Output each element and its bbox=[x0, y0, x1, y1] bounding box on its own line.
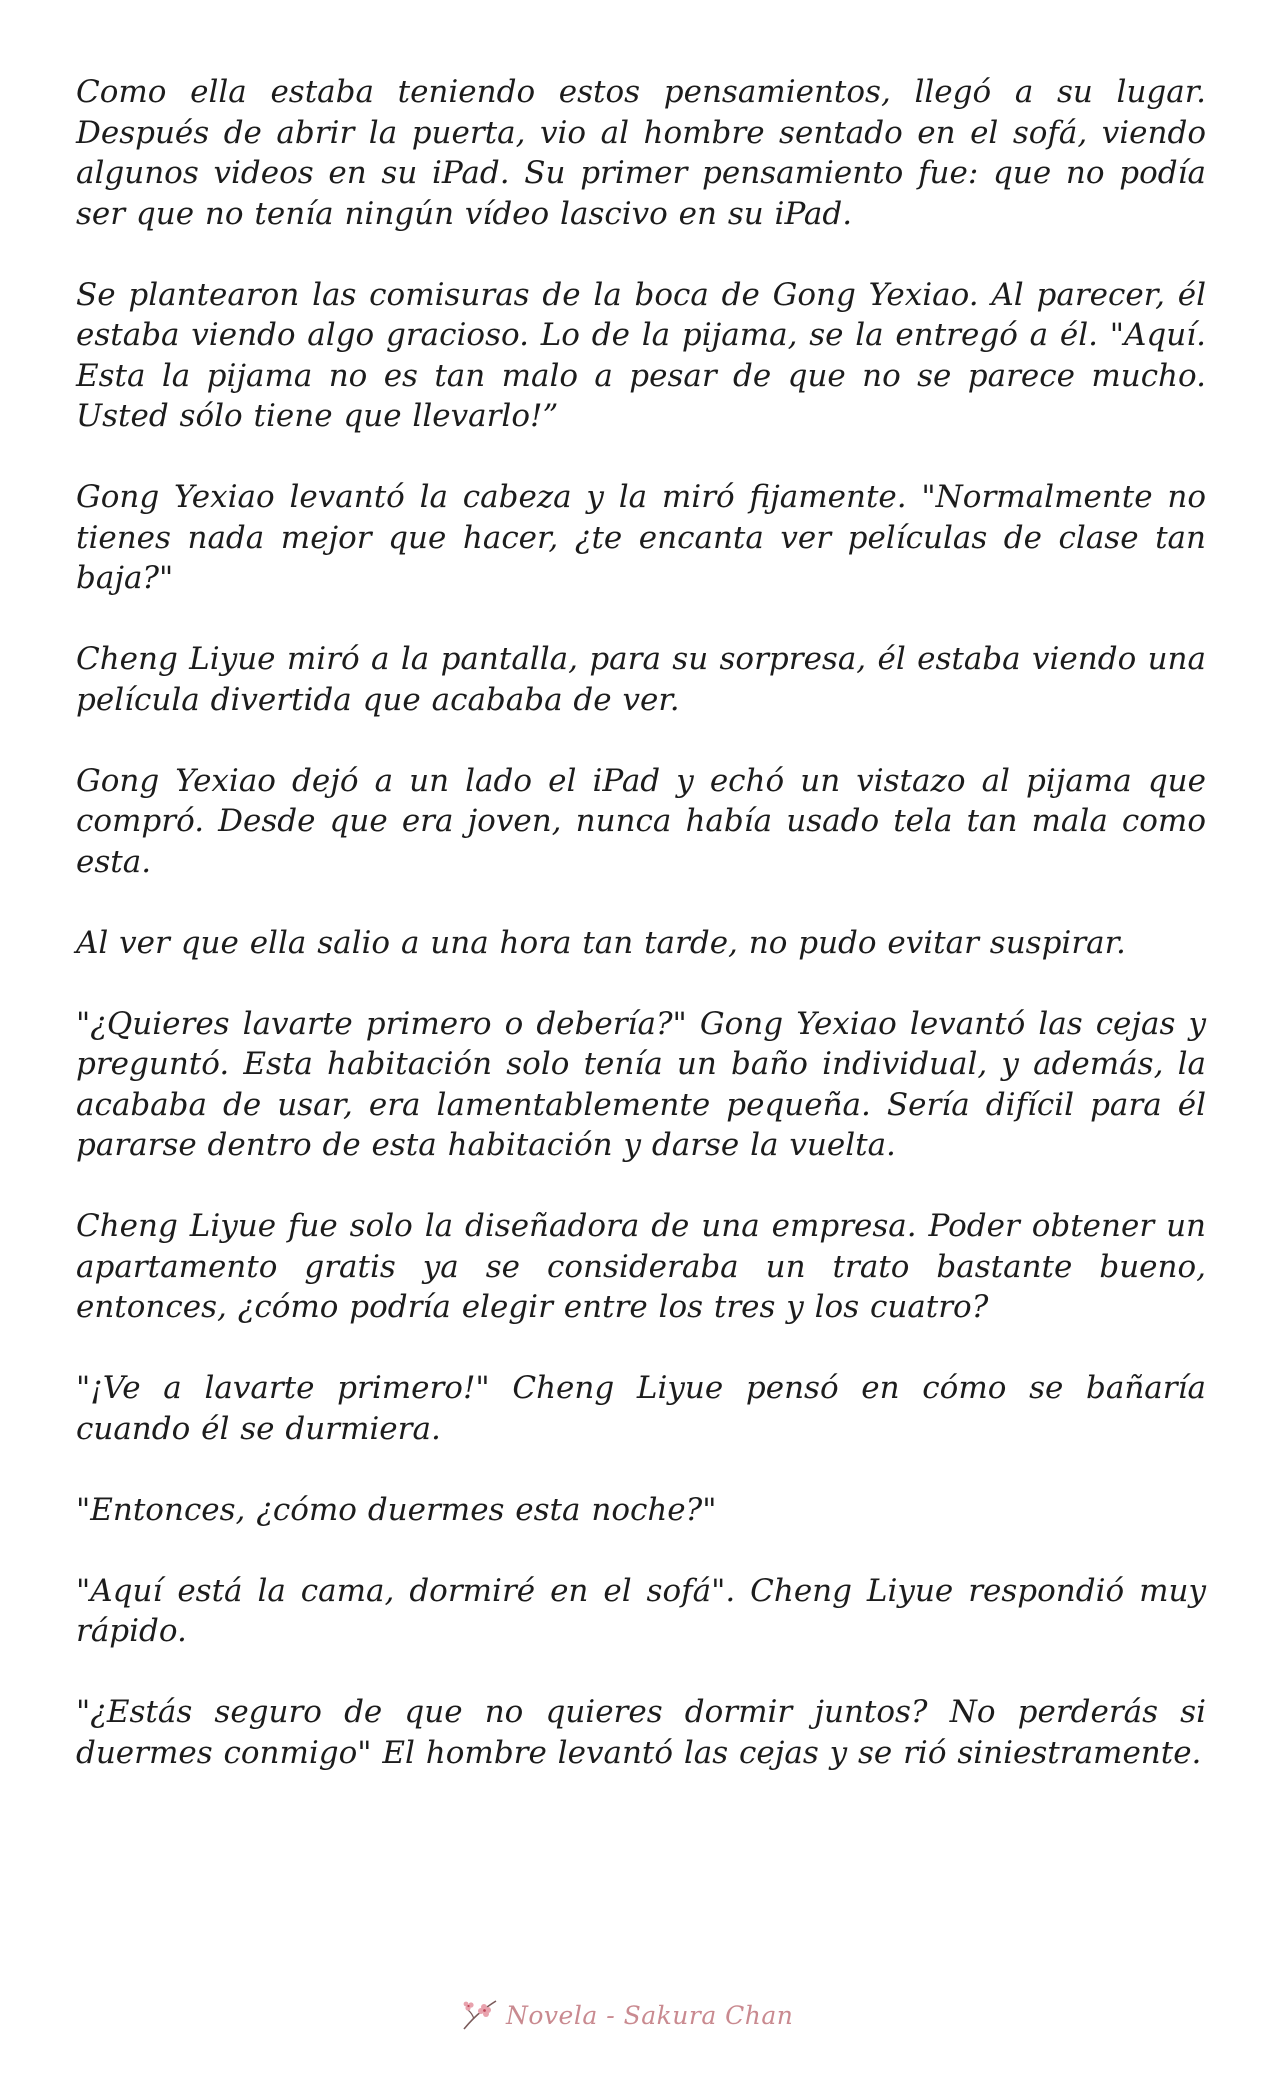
paragraph-12: "¿Estás seguro de que no quieres dormir juntos? No perderás si duermes conmigo" El hombre levantó las cejas y se rió siniestramente. bbox=[76, 1694, 1206, 1771]
footer-watermark bbox=[460, 1993, 840, 2037]
sakura-branch-icon bbox=[460, 1995, 500, 2035]
paragraph-10: "Entonces, ¿cómo duermes esta noche?" bbox=[76, 1491, 717, 1528]
paragraph-4: Cheng Liyue miró a la pantalla, para su sorpresa, él estaba viendo una película divertida que acababa de ver. bbox=[76, 641, 1206, 718]
paragraph-11: "Aquí está la cama, dormiré en el sofá". Cheng Liyue respondió muy rápido. bbox=[76, 1572, 1206, 1649]
paragraph-8: Cheng Liyue fue solo la diseñadora de una empresa. Poder obtener un apartamento gratis ya se consideraba un trato bastante bueno, entonces, ¿cómo podría elegir entre los tres y los cuatro? bbox=[76, 1208, 1206, 1325]
paragraph-6: Al ver que ella salio a una hora tan tarde, no pudo evitar suspirar. bbox=[76, 924, 1126, 961]
paragraph-1: Como ella estaba teniendo estos pensamientos, llegó a su lugar. Después de abrir la puerta, vio al hombre sentado en el sofá, viendo algunos videos en su iPad. Su primer pensamiento fue: que no podía ser que no tenía ningún vídeo lascivo en su iPad. bbox=[76, 74, 1206, 232]
paragraph-9: "¡Ve a lavarte primero!" Cheng Liyue pensó en cómo se bañaría cuando él se durmiera. bbox=[76, 1370, 1206, 1447]
paragraph-2: Se plantearon las comisuras de la boca de Gong Yexiao. Al parecer, él estaba viendo algo gracioso. Lo de la pijama, se la entregó a él. "Aquí. Esta la pijama no es tan malo a pesar de que no se parece mucho. Usted sólo tiene que llevarlo!” bbox=[76, 276, 1206, 434]
paragraph-7: "¿Quieres lavarte primero o debería?" Gong Yexiao levantó las cejas y preguntó. Esta habitación solo tenía un baño individual, y además, la acababa de usar, era lamentablemente pequeña. Sería difícil para él pararse dentro de esta habitación y darse la vuelta. bbox=[76, 1005, 1206, 1163]
footer-credit-text: Novela - Sakura Chan bbox=[506, 2000, 794, 2030]
document-body bbox=[76, 72, 1206, 1814]
paragraph-3: Gong Yexiao levantó la cabeza y la miró fijamente. "Normalmente no tienes nada mejor que hacer, ¿te encanta ver películas de clase tan baja?" bbox=[76, 479, 1206, 596]
paragraph-5: Gong Yexiao dejó a un lado el iPad y echó un vistazo al pijama que compró. Desde que era joven, nunca había usado tela tan mala como esta. bbox=[76, 762, 1206, 880]
